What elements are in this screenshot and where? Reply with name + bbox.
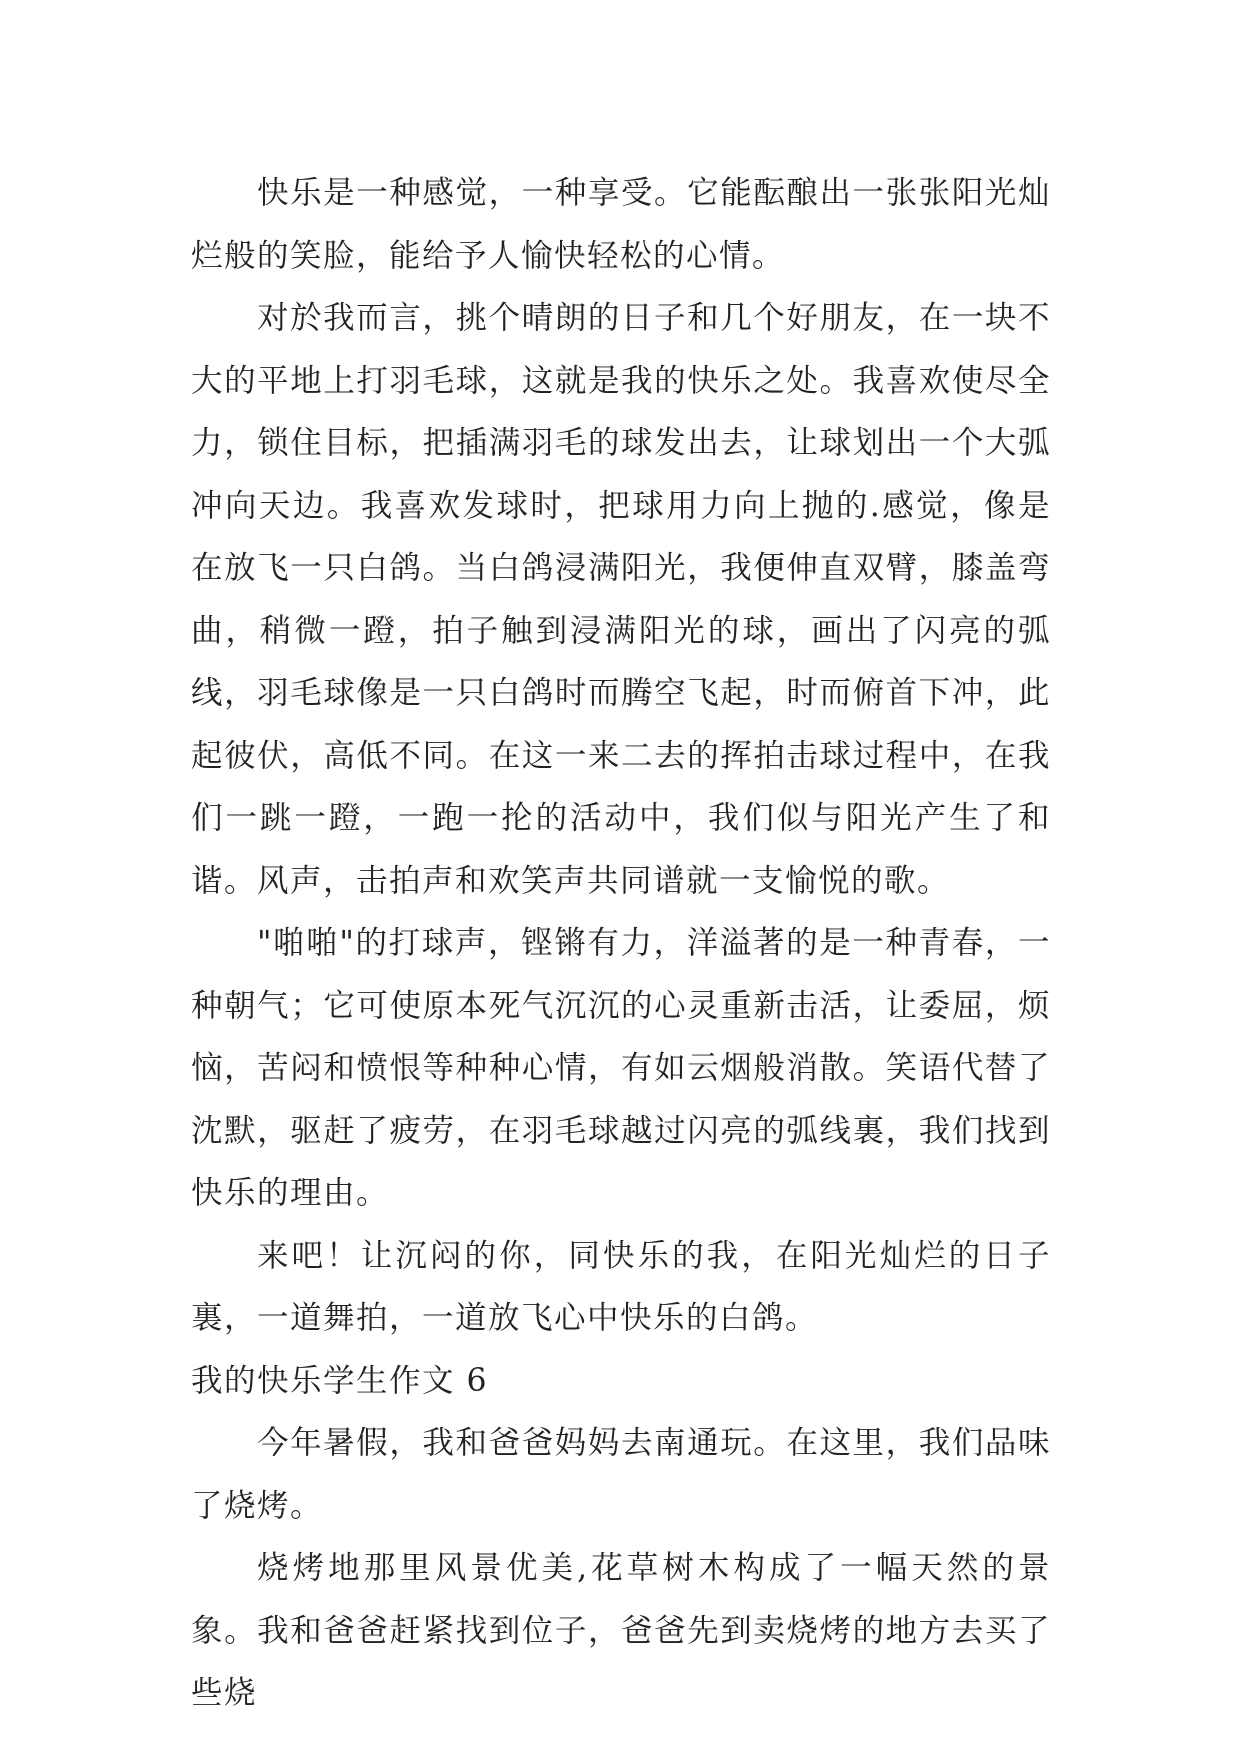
paragraph-2: 对於我而言，挑个晴朗的日子和几个好朋友，在一块不大的平地上打羽毛球，这就是我的快乐之处。我喜欢使尽全力，锁住目标，把插满羽毛的球发出去，让球划出一个大弧冲向天边。我喜欢发球时，把球用力向上抛的.感觉，像是在放飞一只白鸽。当白鸽浸满阳光，我便伸直双臂，膝盖弯曲，稍微一蹬，拍子触到浸满阳光的球，画出了闪亮的弧线，羽毛球像是一只白鸽时而腾空飞起，时而俯首下冲，此起彼伏，高低不同。在这一来二去的挥拍击球过程中，在我们一跳一蹬，一跑一抡的活动中，我们似与阳光产生了和谐。风声，击拍声和欢笑声共同谱就一支愉悦的歌。 bbox=[191, 300, 1051, 899]
section-heading: 我的快乐学生作文 6 bbox=[191, 1362, 489, 1399]
paragraph-3: "啪啪"的打球声，铿锵有力，洋溢著的是一种青春，一种朝气；它可使原本死气沉沉的心灵重新击活，让委屈，烦恼，苦闷和愤恨等种种心情，有如云烟般消散。笑语代替了沈默，驱赶了疲劳，在羽毛球越过闪亮的弧线裏，我们找到快乐的理由。 bbox=[191, 925, 1051, 1211]
document-body bbox=[191, 162, 1051, 1725]
paragraph-1: 快乐是一种感觉，一种享受。它能酝酿出一张张阳光灿烂般的笑脸，能给予人愉快轻松的心情。 bbox=[191, 175, 1051, 274]
paragraph-4: 来吧！让沉闷的你，同快乐的我，在阳光灿烂的日子裏，一道舞拍，一道放飞心中快乐的白鸽。 bbox=[191, 1237, 1051, 1336]
paragraph-6: 烧烤地那里风景优美,花草树木构成了一幅天然的景象。我和爸爸赶紧找到位子，爸爸先到卖烧烤的地方去买了些烧 bbox=[191, 1550, 1051, 1711]
paragraph-5: 今年暑假，我和爸爸妈妈去南通玩。在这里，我们品味了烧烤。 bbox=[191, 1425, 1051, 1524]
